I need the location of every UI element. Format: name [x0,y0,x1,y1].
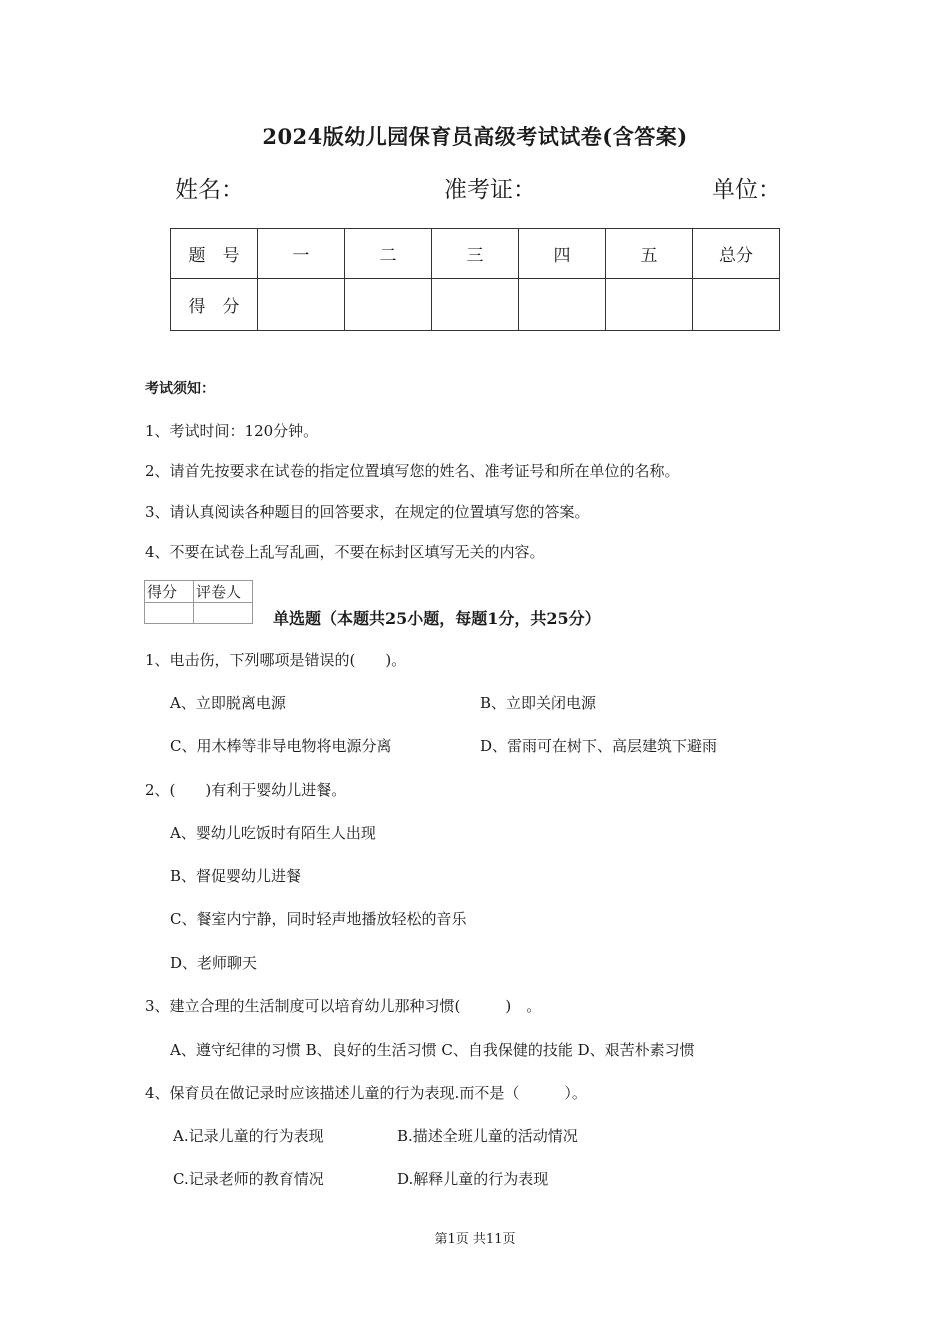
score-table [170,228,780,331]
notice-heading: 考试须知： [145,381,215,397]
score-cell[interactable] [519,279,606,331]
score-cell[interactable] [258,279,345,331]
notice-item: 4、不要在试卷上乱写乱画，不要在标封区填写无关的内容。 [145,543,545,561]
question-stem: 3、建立合理的生活制度可以培育幼儿那种习惯( ) 。 [145,997,542,1015]
option-d: D、老师聊天 [170,954,258,972]
score-table-header-cell: 题 号 [171,229,258,279]
score-cell[interactable] [345,279,432,331]
page-footer: 第1页 共11页 [434,1232,516,1247]
grader-box-grader-cell[interactable] [194,603,253,624]
option-d: D、雷雨可在树下、高层建筑下避雨 [480,737,718,755]
option-a: A.记录儿童的行为表现 [173,1127,324,1145]
option-b: B.描述全班儿童的活动情况 [397,1127,578,1145]
grader-box-score-label: 得分 [145,581,194,603]
section-title: 单选题（本题共25小题，每题1分，共25分） [273,609,601,628]
option-c: C、餐室内宁静，同时轻声地播放轻松的音乐 [170,910,467,928]
option-c: C、用木棒等非导电物将电源分离 [170,737,392,755]
unit-field-label: 单位： [712,177,781,203]
score-cell[interactable] [693,279,780,331]
exam-title: 2024版幼儿园保育员高级考试试卷(含答案) [262,124,688,149]
grader-box-grader-label: 评卷人 [194,581,253,603]
score-table-header-cell: 二 [345,229,432,279]
score-table-header-row [171,229,780,279]
score-table-header-cell: 三 [432,229,519,279]
notice-item: 3、请认真阅读各种题目的回答要求，在规定的位置填写您的答案。 [145,503,590,521]
notice-item: 1、考试时间：120分钟。 [145,422,319,440]
score-row-label: 得 分 [171,279,258,331]
grader-box-score-cell[interactable] [145,603,194,624]
option-c: C.记录老师的教育情况 [173,1170,324,1188]
option-d: D.解释儿童的行为表现 [397,1170,549,1188]
option-a: A、婴幼儿吃饭时有陌生人出现 [170,824,376,842]
score-cell[interactable] [432,279,519,331]
question-stem: 1、电击伤，下列哪项是错误的( )。 [145,651,407,669]
question-options: A、遵守纪律的习惯 B、良好的生活习惯 C、自我保健的技能 D、艰苦朴素习惯 [170,1041,695,1059]
notice-item: 2、请首先按要求在试卷的指定位置填写您的姓名、准考证号和所在单位的名称。 [145,462,680,480]
score-table-score-row [171,279,780,331]
name-field-label: 姓名： [175,177,244,203]
exam-id-field-label: 准考证： [444,177,536,203]
question-stem: 4、保育员在做记录时应该描述儿童的行为表现.而不是（ ）。 [145,1084,587,1102]
score-table-header-cell: 总分 [693,229,780,279]
score-table-header-cell: 五 [606,229,693,279]
score-table-header-cell: 一 [258,229,345,279]
option-b: B、督促婴幼儿进餐 [170,867,302,885]
score-cell[interactable] [606,279,693,331]
score-table-header-cell: 四 [519,229,606,279]
option-b: B、立即关闭电源 [480,694,597,712]
option-a: A、立即脱离电源 [170,694,286,712]
question-stem: 2、( )有利于婴幼儿进餐。 [145,781,347,799]
grader-box [144,580,253,624]
